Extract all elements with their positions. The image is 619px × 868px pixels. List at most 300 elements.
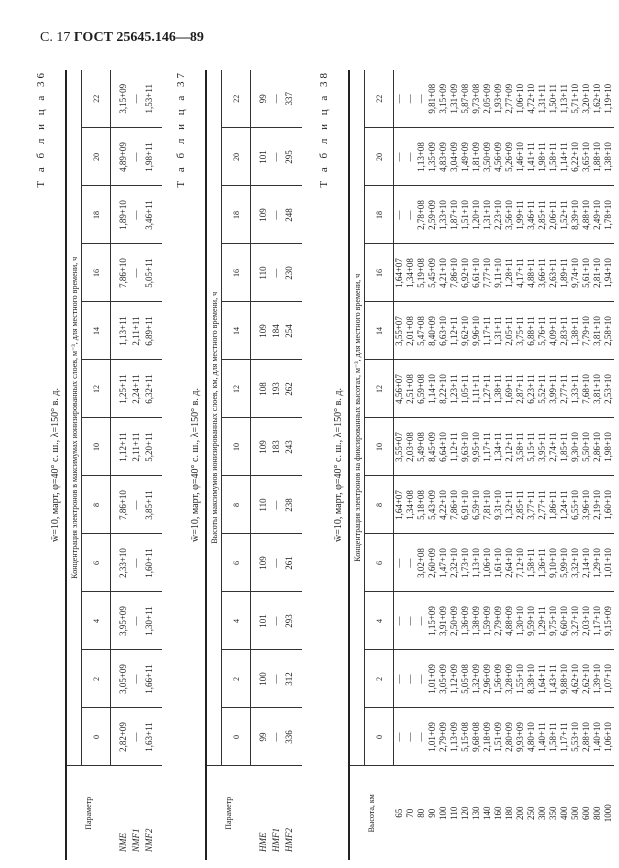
cell-value: 1,88+10 xyxy=(592,142,602,172)
cell-value: 1,47+10 xyxy=(438,548,448,578)
cell-value: 4,89+09 xyxy=(118,142,128,172)
table-cell xyxy=(111,302,163,360)
table-cell xyxy=(394,128,615,186)
time-header: 8 xyxy=(365,476,394,534)
cell-value: 1,58+11 xyxy=(548,142,558,172)
row-label: 300 xyxy=(536,806,547,820)
cell-value: 5,19+08 xyxy=(416,258,426,288)
cell-value: 6,92+10 xyxy=(460,258,470,288)
table-cell xyxy=(394,418,615,476)
cell-value: — xyxy=(416,616,426,626)
cell-value: 1,51+09 xyxy=(493,722,503,752)
cell-value: 2,51+08 xyxy=(405,374,415,404)
cell-value: 6,23+11 xyxy=(526,374,536,404)
cell-value: 108 xyxy=(258,382,268,396)
row-label: HMF1 xyxy=(270,828,281,852)
cell-value: 2,62+10 xyxy=(581,664,591,694)
cell-value: — xyxy=(131,500,141,510)
cell-value: 4,88+10 xyxy=(581,200,591,230)
cell-value: — xyxy=(131,674,141,684)
cell-value: 4,22+10 xyxy=(438,490,448,520)
table-cell xyxy=(394,244,615,302)
cell-value: 4,88+11 xyxy=(526,258,536,288)
cell-value: 8,22+10 xyxy=(438,374,448,404)
cell-value: — xyxy=(271,674,281,684)
cell-value: — xyxy=(394,732,404,742)
cell-value: — xyxy=(271,558,281,568)
cell-value: 7,86+10 xyxy=(118,258,128,288)
cell-value: 1,31+11 xyxy=(537,84,547,114)
cell-value: 3,56+10 xyxy=(504,200,514,230)
table-cell xyxy=(251,534,303,592)
cell-value: 6,91+10 xyxy=(460,490,470,520)
cell-value: 1,38+10 xyxy=(603,142,613,172)
table-title: w̄=10, март, φ=40° с. ш., λ=150° в. д. xyxy=(333,388,344,542)
table-cell xyxy=(251,418,303,476)
cell-value: 5,15+11 xyxy=(526,432,536,462)
cell-value: — xyxy=(271,94,281,104)
cell-value: 1,30+11 xyxy=(144,606,154,636)
cell-value: 5,76+11 xyxy=(537,316,547,346)
cell-value: 4,56+07 xyxy=(394,374,404,404)
table-cell xyxy=(251,650,303,708)
table-cell xyxy=(394,360,615,418)
cell-value: 2,03+08 xyxy=(405,432,415,462)
cell-value: — xyxy=(394,616,404,626)
cell-value: 1,86+11 xyxy=(548,490,558,520)
cell-value: 3,95+11 xyxy=(537,432,547,462)
cell-value: 1,51+10 xyxy=(460,200,470,230)
cell-value: 5,20+11 xyxy=(144,432,154,462)
cell-value: 2,19+10 xyxy=(592,490,602,520)
table-cell xyxy=(251,476,303,534)
cell-value: 1,11+11 xyxy=(471,374,481,404)
row-label: 600 xyxy=(580,806,591,820)
cell-value: 1,17+11 xyxy=(482,316,492,346)
time-header: 4 xyxy=(82,592,111,650)
row-labels xyxy=(111,766,163,860)
cell-value: — xyxy=(394,94,404,104)
table-cell xyxy=(394,534,615,592)
cell-value: 4,17+11 xyxy=(515,258,525,288)
cell-value: 9,30+10 xyxy=(570,432,580,462)
cell-value: 6,88+11 xyxy=(526,316,536,346)
table-cell xyxy=(251,128,303,186)
cell-value: 1,14+11 xyxy=(559,142,569,172)
cell-value: 1,23+11 xyxy=(449,374,459,404)
row-label: 200 xyxy=(514,806,525,820)
row-label: 65 xyxy=(393,808,404,818)
cell-value: 2,85+11 xyxy=(515,490,525,520)
cell-value: 1,17+11 xyxy=(559,722,569,752)
row-label: NMF1 xyxy=(130,828,141,852)
cell-value: 1,34+11 xyxy=(493,432,503,462)
cell-value: — xyxy=(271,210,281,220)
cell-value: — xyxy=(394,152,404,162)
cell-value: 2,80+09 xyxy=(504,722,514,752)
cell-value: 1,14+10 xyxy=(427,374,437,404)
cell-value: 6,59+10 xyxy=(471,490,481,520)
cell-value: 3,05+09 xyxy=(118,664,128,694)
row-label: 160 xyxy=(492,806,503,820)
cell-value: 9,75+10 xyxy=(548,606,558,636)
table-row xyxy=(394,70,615,860)
cell-value: 3,50+09 xyxy=(482,142,492,172)
cell-value: 2,32+10 xyxy=(449,548,459,578)
cell-value: 2,49+10 xyxy=(592,200,602,230)
cell-value: 1,13+11 xyxy=(559,84,569,114)
param-header: Параметр xyxy=(224,796,234,830)
cell-value: 1,40+11 xyxy=(537,722,547,752)
cell-value: 109 xyxy=(258,556,268,570)
cell-value: 3,55+07 xyxy=(394,316,404,346)
table-cell xyxy=(394,650,615,708)
cell-value: 184 xyxy=(271,324,281,338)
row-label: 250 xyxy=(525,806,536,820)
cell-value: 337 xyxy=(284,92,294,106)
cell-value: 2,77+11 xyxy=(559,374,569,404)
cell-value: 1,01+09 xyxy=(427,722,437,752)
cell-value: 1,93+09 xyxy=(493,83,503,114)
cell-value: 5,18+08 xyxy=(416,490,426,520)
data-table-37 xyxy=(205,70,302,860)
cell-value: 2,23+10 xyxy=(493,200,503,230)
cell-value: 2,03+10 xyxy=(581,606,591,636)
cell-value: 7,86+10 xyxy=(449,490,459,520)
cell-value: 3,05+09 xyxy=(438,664,448,694)
table-caption: Т а б л и ц а 37 xyxy=(175,70,187,188)
group-header: Концентрация электронов на фиксированных высотах, м⁻³, для местного времени, ч xyxy=(349,70,365,766)
cell-value: 2,63+11 xyxy=(548,258,558,288)
cell-value: — xyxy=(271,732,281,742)
row-label: 140 xyxy=(481,806,492,820)
cell-value: 3,32+10 xyxy=(570,548,580,578)
cell-value: 101 xyxy=(258,150,268,164)
cell-value: 3,99+11 xyxy=(548,374,558,404)
cell-value: 2,60+09 xyxy=(427,548,437,578)
table-cell xyxy=(251,302,303,360)
standard-code: ГОСТ 25645.146—89 xyxy=(73,30,204,45)
cell-value: — xyxy=(405,210,415,220)
table-cell xyxy=(111,534,163,592)
time-header: 14 xyxy=(222,302,251,360)
cell-value: 254 xyxy=(284,324,294,338)
cell-value: 3,20+10 xyxy=(581,83,591,114)
time-header: 16 xyxy=(82,244,111,302)
table-cell xyxy=(394,186,615,244)
cell-value: 1,64+11 xyxy=(537,664,547,694)
time-header: 6 xyxy=(222,534,251,592)
cell-value: — xyxy=(405,558,415,568)
cell-value: 295 xyxy=(284,150,294,164)
table-cell xyxy=(111,418,163,476)
row-label: HME xyxy=(257,832,268,852)
row-label: 90 xyxy=(426,808,437,818)
cell-value: — xyxy=(131,210,141,220)
cell-value: 9,96+10 xyxy=(471,316,481,346)
cell-value: 5,43+09 xyxy=(427,490,437,520)
param-header: Высота, км xyxy=(367,794,377,833)
page-header xyxy=(40,30,204,46)
cell-value: — xyxy=(405,152,415,162)
row-label: 1000 xyxy=(602,804,613,823)
table-cell xyxy=(251,186,303,244)
cell-value: 2,79+09 xyxy=(493,606,503,636)
row-label: 500 xyxy=(569,806,580,820)
cell-value: 9,93+09 xyxy=(515,722,525,752)
cell-value: 1,58+11 xyxy=(526,548,536,578)
cell-value: 8,38+10 xyxy=(526,664,536,694)
cell-value: 2,05+09 xyxy=(482,83,492,114)
cell-value: 1,64+07 xyxy=(394,490,404,520)
cell-value: 3,96+10 xyxy=(581,490,591,520)
cell-value: 1,31+11 xyxy=(493,316,503,346)
cell-value: 1,61+10 xyxy=(493,548,503,578)
cell-value: 1,58+11 xyxy=(548,722,558,752)
cell-value: 1,01+09 xyxy=(427,664,437,694)
cell-value: 7,77+10 xyxy=(482,258,492,288)
cell-value: 1,36+11 xyxy=(537,548,547,578)
cell-value: 1,30+10 xyxy=(515,606,525,636)
cell-value: 9,15+09 xyxy=(603,606,613,636)
time-header: 2 xyxy=(222,650,251,708)
cell-value: 3,15+09 xyxy=(118,83,128,114)
cell-value: — xyxy=(131,152,141,162)
cell-value: 2,82+09 xyxy=(118,722,128,752)
cell-value: 1,28+11 xyxy=(504,258,514,288)
time-header: 4 xyxy=(222,592,251,650)
cell-value: 1,12+11 xyxy=(118,432,128,462)
cell-value: 2,14+10 xyxy=(581,548,591,578)
cell-value: 3,75+11 xyxy=(515,316,525,346)
cell-value: 1,60+11 xyxy=(144,548,154,578)
cell-value: 1,99+11 xyxy=(515,200,525,230)
table-cell xyxy=(251,70,303,128)
cell-value: 1,06+10 xyxy=(482,548,492,578)
cell-value: 261 xyxy=(284,556,294,570)
cell-value: 1,29+11 xyxy=(537,606,547,636)
cell-value: 2,87+11 xyxy=(515,374,525,404)
cell-value: 5,53+10 xyxy=(570,722,580,752)
cell-value: 1,98+11 xyxy=(537,142,547,172)
cell-value: 1,52+11 xyxy=(559,200,569,230)
cell-value: 110 xyxy=(258,498,268,512)
cell-value: 2,96+09 xyxy=(482,664,492,694)
cell-value: 1,13+09 xyxy=(449,722,459,752)
cell-value: 2,86+10 xyxy=(592,432,602,462)
cell-value: 9,10+10 xyxy=(548,548,558,578)
cell-value: 1,85+11 xyxy=(559,432,569,462)
cell-value: 2,12+11 xyxy=(504,432,514,462)
cell-value: 1,89+10 xyxy=(118,200,128,230)
row-label: 110 xyxy=(448,806,459,820)
rotated-tables-area xyxy=(30,70,615,860)
cell-value: — xyxy=(416,674,426,684)
cell-value: 2,77+11 xyxy=(537,490,547,520)
table-title: w̄=10, март, φ=40° с. ш., λ=150° в. д. xyxy=(190,388,201,542)
table-row xyxy=(251,70,303,860)
group-header: Высоты максимумов ионизированных слоев, км, для местного времени, ч xyxy=(206,70,222,766)
time-header: 12 xyxy=(82,360,111,418)
cell-value: 7,81+10 xyxy=(482,490,492,520)
cell-value: 9,88+10 xyxy=(559,664,569,694)
cell-value: 1,66+11 xyxy=(144,664,154,694)
table-cell xyxy=(111,476,163,534)
time-header: 14 xyxy=(82,302,111,360)
cell-value: 1,13+11 xyxy=(118,316,128,346)
cell-value: 248 xyxy=(284,208,294,222)
cell-value: 1,62+10 xyxy=(592,83,602,114)
time-header: 0 xyxy=(365,708,394,766)
cell-value: 101 xyxy=(258,614,268,628)
cell-value: 1,19+10 xyxy=(603,83,613,114)
time-header: 10 xyxy=(222,418,251,476)
cell-value: — xyxy=(131,558,141,568)
cell-value: 1,34+08 xyxy=(405,258,415,288)
cell-value: 1,94+10 xyxy=(603,258,613,288)
cell-value: — xyxy=(131,616,141,626)
cell-value: — xyxy=(405,94,415,104)
cell-value: 238 xyxy=(284,498,294,512)
cell-value: 4,21+10 xyxy=(438,258,448,288)
table-cell xyxy=(251,708,303,766)
cell-value: 3,81+10 xyxy=(592,374,602,404)
table-cell xyxy=(111,244,163,302)
cell-value: — xyxy=(271,616,281,626)
cell-value: 1,06+10 xyxy=(603,722,613,752)
time-header: 12 xyxy=(365,360,394,418)
cell-value: 2,11+11 xyxy=(131,316,141,346)
time-header: 6 xyxy=(82,534,111,592)
cell-value: 3,77+11 xyxy=(526,490,536,520)
cell-value: 3,02+08 xyxy=(416,548,426,578)
cell-value: 1,39+10 xyxy=(592,664,602,694)
cell-value: 5,05+11 xyxy=(144,258,154,288)
cell-value: 2,05+11 xyxy=(504,316,514,346)
time-header: 22 xyxy=(365,70,394,128)
cell-value: 1,05+11 xyxy=(460,374,470,404)
cell-value: 6,63+10 xyxy=(438,316,448,346)
cell-value: 4,56+09 xyxy=(493,142,503,172)
cell-value: — xyxy=(131,268,141,278)
time-header: 14 xyxy=(365,302,394,360)
cell-value: 2,53+10 xyxy=(603,374,613,404)
cell-value: 1,27+11 xyxy=(482,374,492,404)
cell-value: 1,38+11 xyxy=(493,374,503,404)
cell-value: 1,12+11 xyxy=(449,316,459,346)
cell-value: 9,59+10 xyxy=(526,606,536,636)
cell-value: 1,43+11 xyxy=(548,664,558,694)
cell-value: 8,39+10 xyxy=(570,200,580,230)
cell-value: 2,64+10 xyxy=(504,548,514,578)
cell-value: 9,73+08 xyxy=(471,83,481,114)
cell-value: 5,52+11 xyxy=(537,374,547,404)
cell-value: 1,69+11 xyxy=(504,374,514,404)
cell-value: 1,98+11 xyxy=(144,142,154,172)
cell-value: 1,32+09 xyxy=(471,664,481,694)
cell-value: 1,17+11 xyxy=(482,432,492,462)
cell-value: 5,47+08 xyxy=(416,316,426,346)
cell-value: 243 xyxy=(284,440,294,454)
cell-value: 110 xyxy=(258,266,268,280)
cell-value: 3,27+10 xyxy=(570,606,580,636)
time-header: 18 xyxy=(365,186,394,244)
cell-value: — xyxy=(271,268,281,278)
cell-value: 5,49+08 xyxy=(416,432,426,462)
cell-value: 2,18+09 xyxy=(482,722,492,752)
cell-value: 9,74+10 xyxy=(570,258,580,288)
cell-value: 1,06+10 xyxy=(515,83,525,114)
cell-value: 3,81+10 xyxy=(592,316,602,346)
cell-value: 9,68+08 xyxy=(471,722,481,752)
cell-value: 99 xyxy=(258,94,268,104)
row-label: NME xyxy=(117,833,128,852)
cell-value: 3,55+07 xyxy=(394,432,404,462)
table-cell xyxy=(394,476,615,534)
time-header: 2 xyxy=(365,650,394,708)
cell-value: 230 xyxy=(284,266,294,280)
cell-value: 109 xyxy=(258,440,268,454)
cell-value: 1,29+10 xyxy=(592,548,602,578)
time-header: 20 xyxy=(365,128,394,186)
cell-value: 312 xyxy=(284,672,294,686)
cell-value: 1,24+11 xyxy=(559,490,569,520)
cell-value: 2,59+09 xyxy=(427,200,437,230)
cell-value: 1,41+11 xyxy=(526,142,536,172)
cell-value: 2,11+11 xyxy=(131,432,141,462)
cell-value: 1,78+10 xyxy=(603,200,613,230)
cell-value: — xyxy=(394,210,404,220)
time-header: 4 xyxy=(365,592,394,650)
cell-value: 2,01+08 xyxy=(405,316,415,346)
data-table-36 xyxy=(65,70,162,860)
cell-value: 2,85+11 xyxy=(537,200,547,230)
cell-value: 9,95+10 xyxy=(471,432,481,462)
cell-value: 6,22+10 xyxy=(570,142,580,172)
cell-value: 1,12+11 xyxy=(449,432,459,462)
row-label: 180 xyxy=(503,806,514,820)
time-header: 16 xyxy=(365,244,394,302)
cell-value: 1,07+10 xyxy=(603,664,613,694)
table-cell xyxy=(111,708,163,766)
cell-value: — xyxy=(416,732,426,742)
cell-value: — xyxy=(131,732,141,742)
cell-value: 100 xyxy=(258,672,268,686)
cell-value: 336 xyxy=(284,730,294,744)
cell-value: 1,40+10 xyxy=(592,722,602,752)
cell-value: 9,31+10 xyxy=(493,490,503,520)
cell-value: 1,60+10 xyxy=(603,490,613,520)
cell-value: 3,85+11 xyxy=(144,490,154,520)
row-label: 400 xyxy=(558,806,569,820)
time-header: 8 xyxy=(82,476,111,534)
time-header: 10 xyxy=(365,418,394,476)
cell-value: 2,81+10 xyxy=(592,258,602,288)
cell-value: 1,59+09 xyxy=(482,606,492,636)
cell-value: 9,11+10 xyxy=(493,258,503,288)
cell-value: — xyxy=(394,558,404,568)
cell-value: 7,86+10 xyxy=(118,490,128,520)
cell-value: 1,56+09 xyxy=(493,664,503,694)
cell-value: 6,60+10 xyxy=(559,606,569,636)
cell-value: 4,83+09 xyxy=(438,142,448,172)
cell-value: 7,68+10 xyxy=(581,374,591,404)
cell-value: — xyxy=(416,94,426,104)
cell-value: 262 xyxy=(284,382,294,396)
cell-value: 1,33+10 xyxy=(438,200,448,230)
cell-value: 3,58+11 xyxy=(515,432,525,462)
table-cell xyxy=(394,302,615,360)
